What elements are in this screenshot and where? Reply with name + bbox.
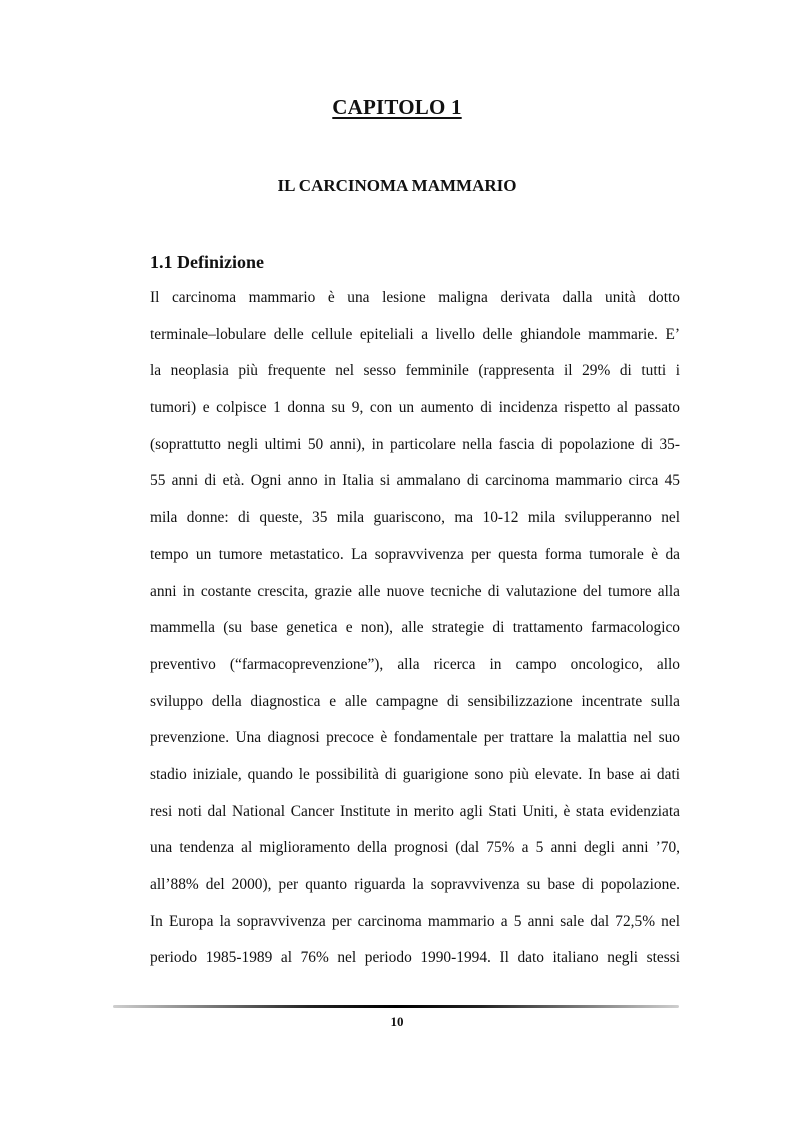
text-line: una tendenza al miglioramento della prognosi (dal 75% a 5 anni degli anni ’70,	[150, 839, 680, 857]
text-line: sviluppo della diagnostica e alle campagne di sensibilizzazione incentrate sulla	[150, 692, 680, 710]
text-line: resi noti dal National Cancer Institute in merito agli Stati Uniti, è stata evidenziata	[150, 802, 680, 820]
text-line: periodo 1985-1989 al 76% nel periodo 1990-1994. Il dato italiano negli stessi	[150, 949, 680, 967]
text-line: stadio iniziale, quando le possibilità di guarigione sono più elevate. In base ai dati	[150, 765, 680, 783]
text-line: terminale–lobulare delle cellule epiteliali a livello delle ghiandole mammarie. E’	[150, 325, 680, 343]
text-line: tumori) e colpisce 1 donna su 9, con un aumento di incidenza rispetto al passato	[150, 399, 680, 417]
text-line: all’88% del 2000), per quanto riguarda la sopravvivenza su base di popolazione.	[150, 876, 680, 893]
text-line: la neoplasia più frequente nel sesso femminile (rappresenta il 29% di tutti i	[150, 362, 680, 380]
text-line: Il carcinoma mammario è una lesione maligna derivata dalla unità dotto	[150, 289, 680, 306]
text-line: preventivo (“farmacoprevenzione”), alla ricerca in campo oncologico, allo	[150, 655, 680, 673]
section-heading: 1.1 Definizione	[150, 252, 264, 272]
body-paragraph	[150, 286, 680, 983]
text-line: (soprattutto negli ultimi 50 anni), in particolare nella fascia di popolazione di 35-	[150, 435, 680, 453]
chapter-title: CAPITOLO 1	[332, 95, 462, 119]
text-line: 55 anni di età. Ogni anno in Italia si ammalano di carcinoma mammario circa 45	[150, 472, 680, 490]
text-line: mila donne: di queste, 35 mila guariscono, ma 10-12 mila svilupperanno nel	[150, 509, 680, 527]
text-line: prevenzione. Una diagnosi precoce è fondamentale per trattare la malattia nel suo	[150, 729, 680, 747]
text-line: mammella (su base genetica e non), alle strategie di trattamento farmacologico	[150, 619, 680, 637]
text-line: anni in costante crescita, grazie alle nuove tecniche di valutazione del tumore alla	[150, 582, 680, 600]
text-line: In Europa la sopravvivenza per carcinoma mammario a 5 anni sale dal 72,5% nel	[150, 912, 680, 930]
chapter-subtitle: IL CARCINOMA MAMMARIO	[277, 176, 517, 195]
footer-divider	[113, 1005, 679, 1008]
page-number: 10	[390, 1014, 404, 1029]
text-line: tempo un tumore metastatico. La sopravvivenza per questa forma tumorale è da	[150, 545, 680, 563]
